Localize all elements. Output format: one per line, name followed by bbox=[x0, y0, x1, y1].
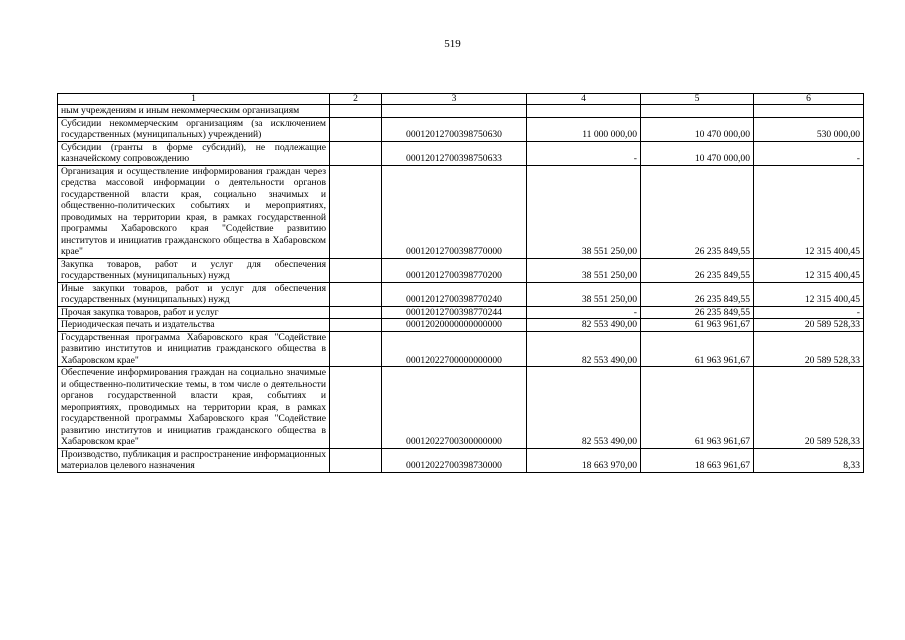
row-name-cell: Периодическая печать и издательства bbox=[58, 319, 330, 332]
budget-code-cell: 00012012700398750630 bbox=[382, 117, 527, 141]
column-2-cell bbox=[330, 258, 382, 282]
column-4-amount-cell: 38 551 250,00 bbox=[527, 282, 641, 306]
column-2-cell bbox=[330, 165, 382, 258]
budget-code-cell: 00012020000000000000 bbox=[382, 319, 527, 332]
table-row bbox=[58, 282, 864, 306]
column-5-amount-cell: 61 963 961,67 bbox=[641, 367, 754, 449]
column-6-amount-cell: 12 315 400,45 bbox=[754, 258, 864, 282]
column-4-amount-cell: 38 551 250,00 bbox=[527, 258, 641, 282]
column-5-amount-cell: 26 235 849,55 bbox=[641, 258, 754, 282]
column-2-cell bbox=[330, 141, 382, 165]
column-4-amount-cell: 82 553 490,00 bbox=[527, 331, 641, 367]
column-5-amount-cell: 18 663 961,67 bbox=[641, 448, 754, 472]
column-2-cell bbox=[330, 306, 382, 319]
budget-code-cell: 00012012700398770000 bbox=[382, 165, 527, 258]
table-header-row bbox=[58, 94, 864, 105]
table-row bbox=[58, 331, 864, 367]
row-name-cell: ным учреждениям и иным некоммерческим организациям bbox=[58, 105, 330, 118]
row-name-cell: Производство, публикация и распространение информационных материалов целевого назначения bbox=[58, 448, 330, 472]
column-header: 6 bbox=[754, 94, 864, 105]
column-header: 3 bbox=[382, 94, 527, 105]
column-5-amount-cell: 10 470 000,00 bbox=[641, 117, 754, 141]
column-6-amount-cell: 12 315 400,45 bbox=[754, 282, 864, 306]
column-5-amount-cell bbox=[641, 105, 754, 118]
column-header: 4 bbox=[527, 94, 641, 105]
table-row bbox=[58, 448, 864, 472]
column-5-amount-cell: 26 235 849,55 bbox=[641, 282, 754, 306]
column-2-cell bbox=[330, 282, 382, 306]
budget-code-cell: 00012012700398770240 bbox=[382, 282, 527, 306]
column-6-amount-cell: - bbox=[754, 141, 864, 165]
budget-code-cell: 00012022700300000000 bbox=[382, 367, 527, 449]
row-name-cell: Прочая закупка товаров, работ и услуг bbox=[58, 306, 330, 319]
budget-code-cell: 00012022700398730000 bbox=[382, 448, 527, 472]
table-row bbox=[58, 258, 864, 282]
column-2-cell bbox=[330, 331, 382, 367]
column-2-cell bbox=[330, 367, 382, 449]
column-header: 2 bbox=[330, 94, 382, 105]
column-5-amount-cell: 26 235 849,55 bbox=[641, 165, 754, 258]
column-5-amount-cell: 61 963 961,67 bbox=[641, 331, 754, 367]
table-row bbox=[58, 319, 864, 332]
table-row bbox=[58, 141, 864, 165]
table-row bbox=[58, 105, 864, 118]
budget-code-cell: 00012012700398750633 bbox=[382, 141, 527, 165]
column-4-amount-cell bbox=[527, 105, 641, 118]
row-name-cell: Обеспечение информирования граждан на социально значимые и общественно-политические темы, в том числе о деятельности органов государственной власти края, событиях и мероприятиях, проводимых на территории края, в рамках государственной программы Хабаровского края "Содействие развитию институтов и инициатив гражданского общества в Хабаровском крае" bbox=[58, 367, 330, 449]
column-4-amount-cell: 11 000 000,00 bbox=[527, 117, 641, 141]
column-6-amount-cell bbox=[754, 105, 864, 118]
row-name-cell: Организация и осуществление информирования граждан через средства массовой информации о деятельности органов государственной власти края, социально значимых и общественно-политических событиях и мероприятиях, проводимых на территории края, в рамках государственной программы Хабаровского края "Содействие развитию институтов и инициатив гражданского общества в Хабаровском крае" bbox=[58, 165, 330, 258]
column-header: 5 bbox=[641, 94, 754, 105]
row-name-cell: Закупка товаров, работ и услуг для обеспечения государственных (муниципальных) нужд bbox=[58, 258, 330, 282]
column-header: 1 bbox=[58, 94, 330, 105]
column-6-amount-cell: 8,33 bbox=[754, 448, 864, 472]
column-2-cell bbox=[330, 117, 382, 141]
budget-code-cell: 00012012700398770244 bbox=[382, 306, 527, 319]
column-6-amount-cell: 530 000,00 bbox=[754, 117, 864, 141]
table-row bbox=[58, 117, 864, 141]
table-row bbox=[58, 165, 864, 258]
row-name-cell: Иные закупки товаров, работ и услуг для обеспечения государственных (муниципальных) нужд bbox=[58, 282, 330, 306]
column-2-cell bbox=[330, 319, 382, 332]
column-2-cell bbox=[330, 448, 382, 472]
column-2-cell bbox=[330, 105, 382, 118]
column-4-amount-cell: 82 553 490,00 bbox=[527, 367, 641, 449]
column-4-amount-cell: - bbox=[527, 141, 641, 165]
budget-code-cell: 00012012700398770200 bbox=[382, 258, 527, 282]
budget-table bbox=[57, 93, 864, 473]
column-5-amount-cell: 10 470 000,00 bbox=[641, 141, 754, 165]
table-row bbox=[58, 306, 864, 319]
column-5-amount-cell: 61 963 961,67 bbox=[641, 319, 754, 332]
table-row bbox=[58, 367, 864, 449]
column-4-amount-cell: 82 553 490,00 bbox=[527, 319, 641, 332]
budget-code-cell bbox=[382, 105, 527, 118]
column-4-amount-cell: 38 551 250,00 bbox=[527, 165, 641, 258]
column-6-amount-cell: 20 589 528,33 bbox=[754, 319, 864, 332]
column-6-amount-cell: 12 315 400,45 bbox=[754, 165, 864, 258]
column-6-amount-cell: 20 589 528,33 bbox=[754, 367, 864, 449]
column-6-amount-cell: 20 589 528,33 bbox=[754, 331, 864, 367]
column-6-amount-cell: - bbox=[754, 306, 864, 319]
page-number: 519 bbox=[444, 38, 461, 50]
budget-code-cell: 00012022700000000000 bbox=[382, 331, 527, 367]
column-4-amount-cell: - bbox=[527, 306, 641, 319]
column-4-amount-cell: 18 663 970,00 bbox=[527, 448, 641, 472]
row-name-cell: Субсидии (гранты в форме субсидий), не подлежащие казначейскому сопровождению bbox=[58, 141, 330, 165]
row-name-cell: Государственная программа Хабаровского края "Содействие развитию институтов и инициатив гражданского общества в Хабаровском крае" bbox=[58, 331, 330, 367]
column-5-amount-cell: 26 235 849,55 bbox=[641, 306, 754, 319]
row-name-cell: Субсидии некоммерческим организациям (за исключением государственных (муниципальных) учреждений) bbox=[58, 117, 330, 141]
